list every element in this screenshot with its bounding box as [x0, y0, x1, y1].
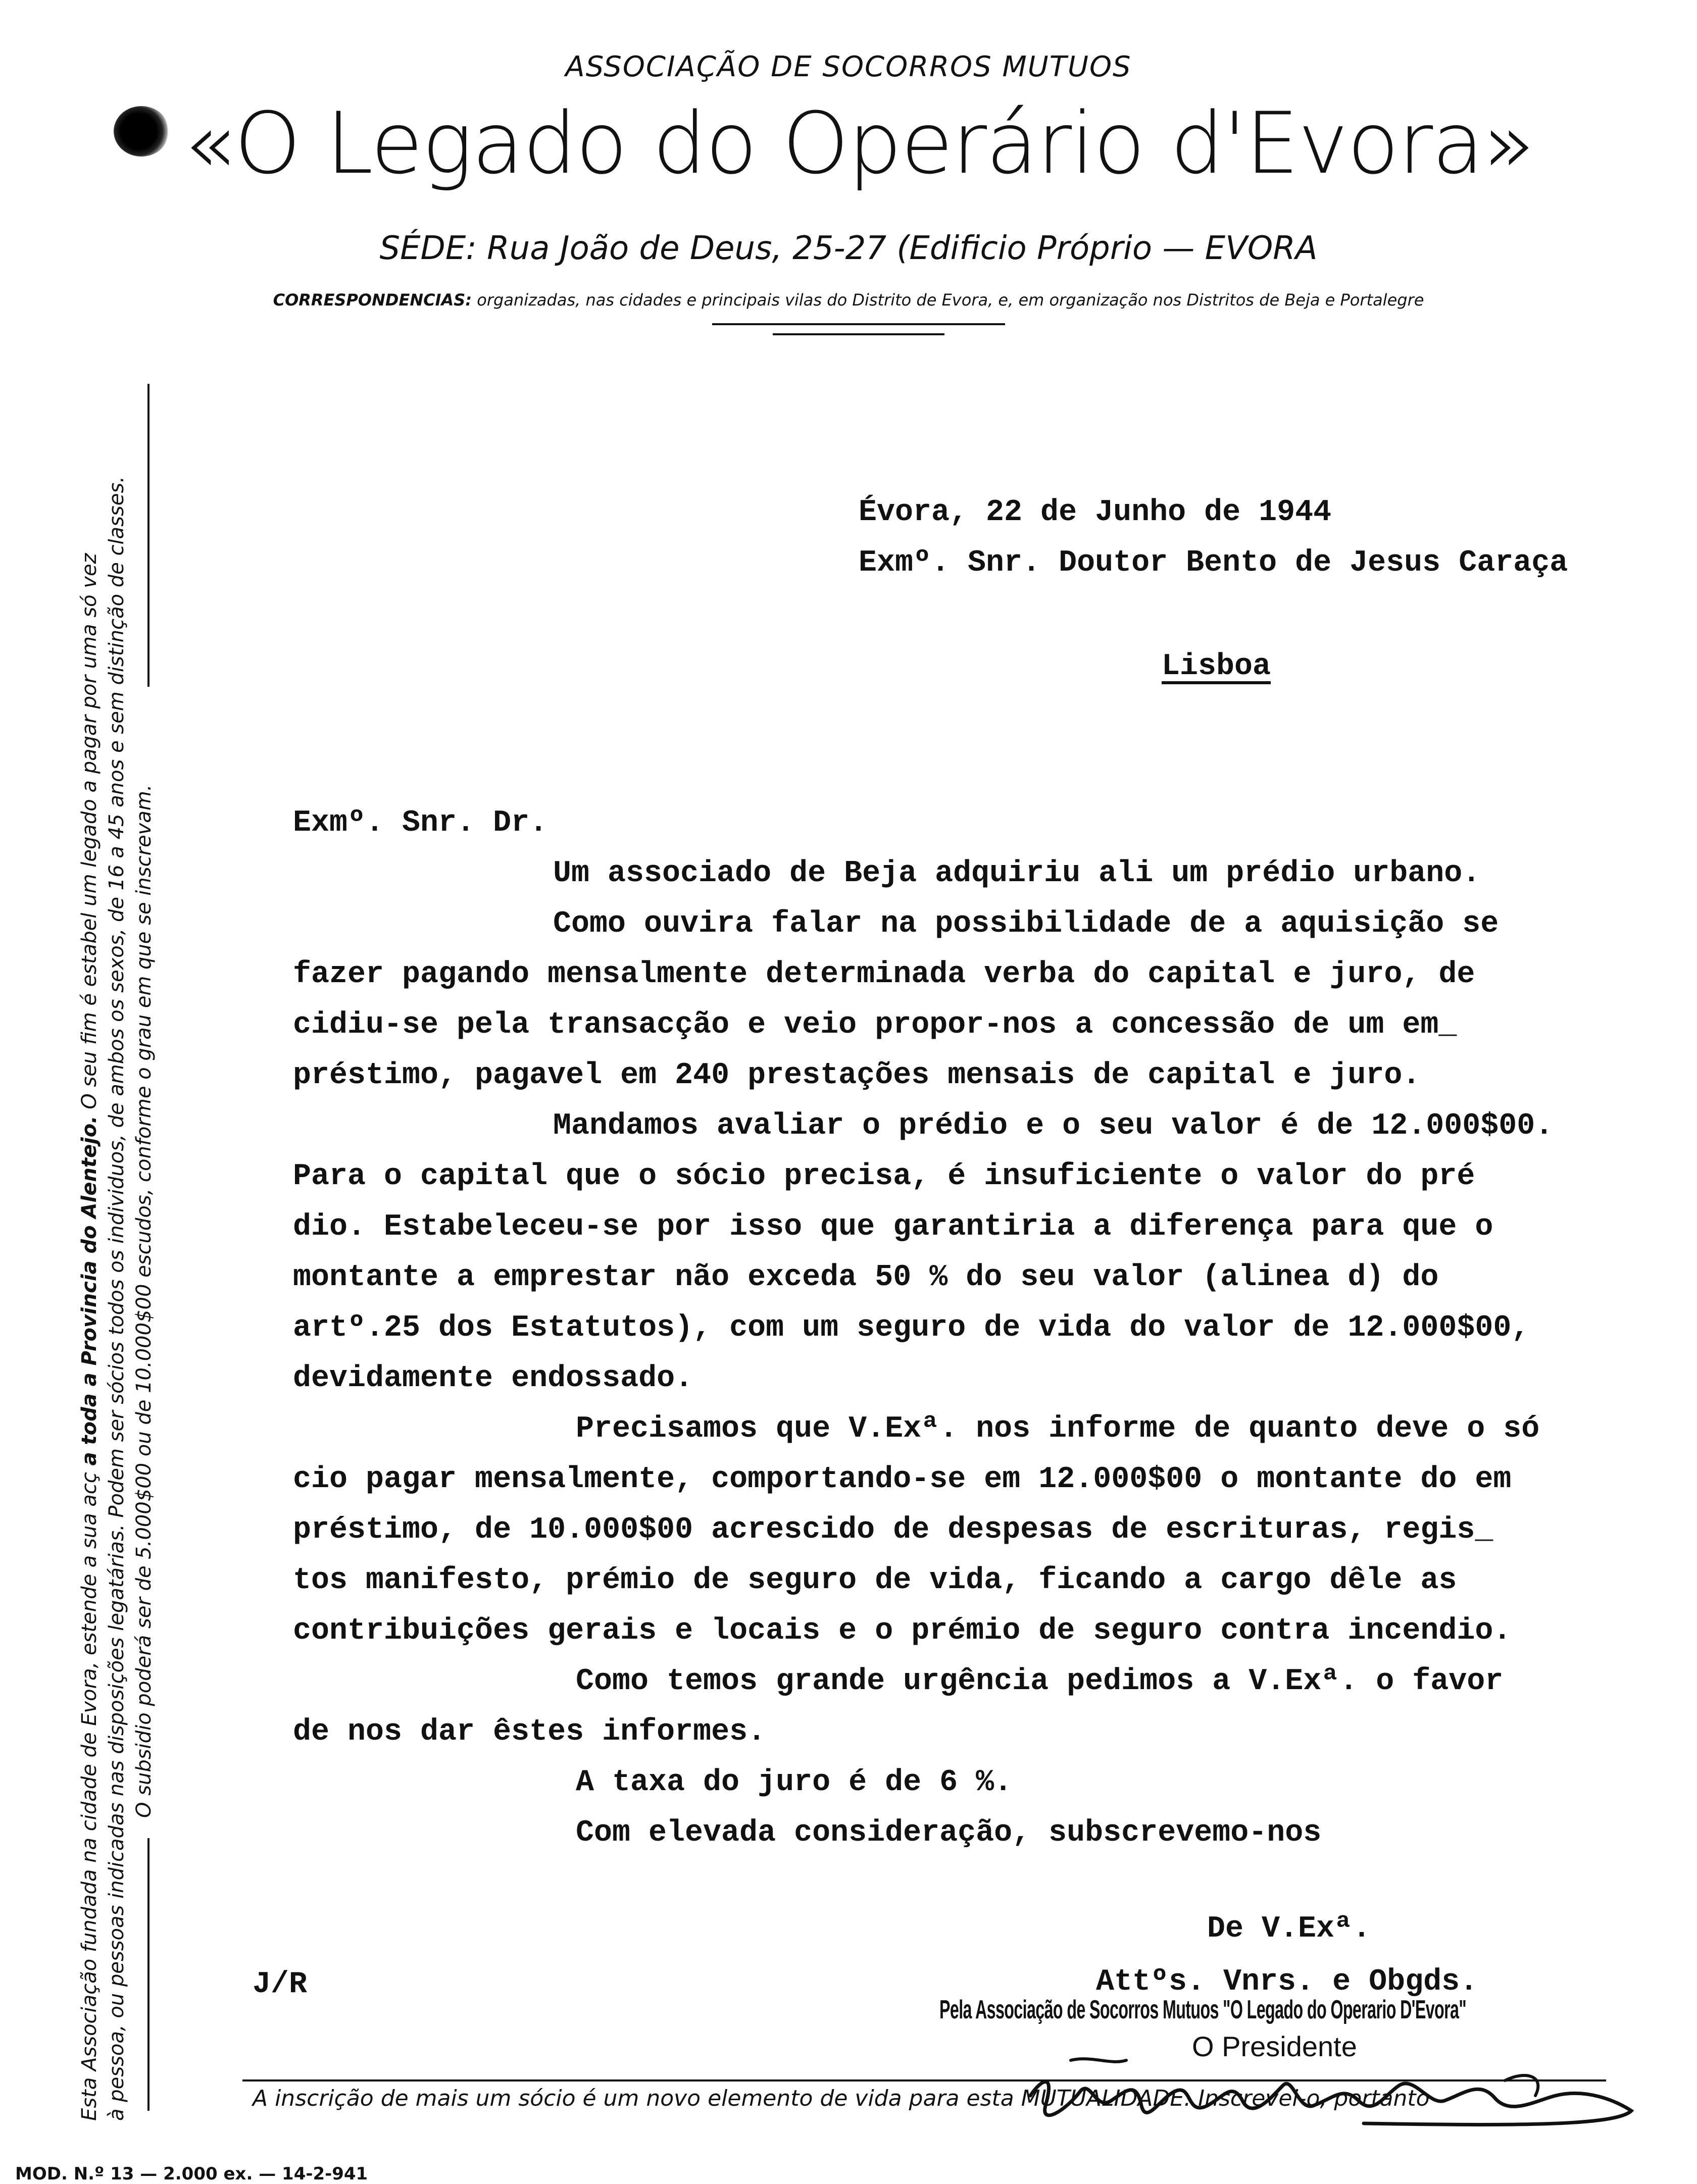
president-signature [1010, 2050, 1646, 2151]
letter-salutation: Exmº. Snr. Dr. [293, 806, 548, 840]
body-line: Como temos grande urgência pedimos a V.Exª. o favor [576, 1664, 1504, 1699]
body-line: cio pagar mensalmente, comportando-se em 12.000$00 o montante do em [293, 1462, 1512, 1497]
correspondence-label: CORRESPONDENCIAS: [273, 290, 472, 310]
reference-initials: J/R [253, 1967, 308, 2002]
letter-date: Évora, 22 de Junho de 1944 [859, 495, 1332, 530]
closing-abbreviation: Attºs. Vnrs. e Obgds. [1096, 1965, 1478, 1999]
header-divider-top [712, 323, 1005, 325]
body-line: préstimo, pagavel em 240 prestações mensais de capital e juro. [293, 1058, 1421, 1093]
association-stamp: Pela Associação de Socorros Mutuos "O Legado do Operario D'Evora" [939, 1995, 1467, 2024]
correspondence-line [0, 290, 1697, 310]
margin-rule-bottom [147, 1838, 149, 2111]
body-line: préstimo, de 10.000$00 acrescido de despesas de escrituras, regis_ [293, 1513, 1493, 1547]
body-line: cidiu-se pela transacção e veio propor-nos a concessão de um em_ [293, 1008, 1457, 1042]
letter-city: Lisboa [1162, 649, 1271, 684]
body-line: Um associado de Beja adquiriu ali um prédio urbano. [553, 856, 1481, 891]
body-line: de nos dar êstes informes. [293, 1715, 766, 1749]
letter-recipient: Exmº. Snr. Doutor Bento de Jesus Caraça [859, 546, 1568, 580]
association-name: ASSOCIAÇÃO DE SOCORROS MUTUOS [565, 50, 1132, 83]
correspondence-text: organizadas, nas cidades e principais vilas do Distrito de Evora, e, em organização nos Distritos de Beja e Portalegre [472, 290, 1424, 310]
body-line: contribuições gerais e locais e o prémio de seguro contra incendio. [293, 1614, 1512, 1648]
form-model-number: MOD. N.º 13 — 2.000 ex. — 14-2-941 [15, 2164, 368, 2184]
body-line: Para o capital que o sócio precisa, é insuficiente o valor do pré [293, 1159, 1475, 1194]
body-line: montante a emprestar não exceda 50 % do seu valor (alinea d) do [293, 1260, 1439, 1295]
body-line: A taxa do juro é de 6 %. [576, 1765, 1013, 1800]
margin-line-1: Esta Associação fundada na cidade de Evora, estende a sua acç a toda a Provincia do Alentejo. O seu fim é estabel um legado a pagar por uma só vez [78, 553, 101, 2121]
body-line: Como ouvira falar na possibilidade de a aquisição se [553, 907, 1499, 941]
body-line: fazer pagando mensalmente determinada verba do capital e juro, de [293, 957, 1475, 992]
headquarters-address: SÉDE: Rua João de Deus, 25-27 (Edificio Próprio — EVORA [379, 230, 1318, 267]
header-divider-bottom [773, 333, 944, 335]
body-line: artº.25 dos Estatutos), com um seguro de vida do valor de 12.000$00, [293, 1311, 1530, 1345]
organization-title: «O Legado do Operário d'Evora» [183, 94, 1534, 193]
body-line: Precisamos que V.Exª. nos informe de quanto deve o só [576, 1412, 1540, 1446]
body-line: Mandamos avaliar o prédio e o seu valor é de 12.000$00. [553, 1109, 1554, 1143]
stamp-role: O Presidente [1192, 2030, 1357, 2062]
margin-line-2: à pessoa, ou pessoas indicadas nas disposições legatárias. Podem ser sócios todos os individuos, de ambos os sexos, de 16 a 45 anos e sem distinção de classes. [105, 476, 128, 2121]
footer-motto: A inscrição de mais um sócio é um novo elemento de vida para esta MUTUALIDADE. Inscrevei-o, portanto [253, 2086, 1430, 2111]
margin-rule-top [147, 384, 149, 687]
body-line: Com elevada consideração, subscrevemo-nos [576, 1816, 1322, 1850]
body-line: dio. Estabeleceu-se por isso que garantiria a diferença para que o [293, 1210, 1493, 1244]
margin-line-3: O subsidio poderá ser de 5.000$00 ou de 10.000$00 escudos, conforme o grau em que se inscrevam. [132, 784, 156, 1818]
body-line: devidamente endossado. [293, 1361, 693, 1396]
closing-line: De V.Exª. [1207, 1912, 1371, 1946]
margin-notice [76, 404, 158, 2121]
body-line: tos manifesto, prémio de seguro de vida, ficando a cargo dêle as [293, 1563, 1457, 1598]
